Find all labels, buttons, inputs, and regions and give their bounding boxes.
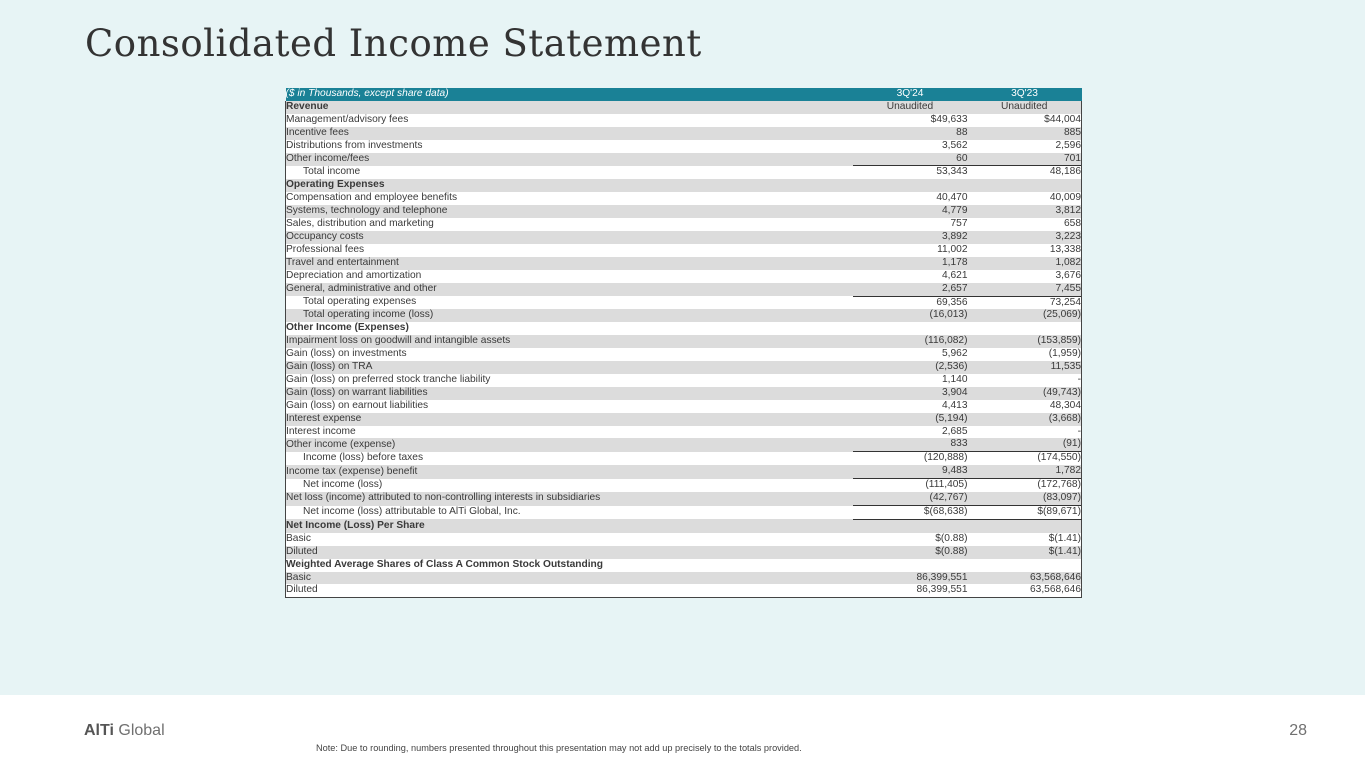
table-row xyxy=(286,519,1082,532)
row-value-3q24: (16,013) xyxy=(853,309,968,322)
table-row xyxy=(286,400,1082,413)
row-label: Income (loss) before taxes xyxy=(286,452,853,465)
row-value-3q24: (2,536) xyxy=(853,361,968,374)
row-value-3q24 xyxy=(853,519,968,532)
row-label: Income tax (expense) benefit xyxy=(286,465,853,478)
row-value-3q23: 885 xyxy=(968,127,1082,140)
row-value-3q24 xyxy=(853,559,968,572)
row-label: Revenue xyxy=(286,101,853,114)
row-label: Occupancy costs xyxy=(286,231,853,244)
table-row xyxy=(286,114,1082,127)
row-value-3q24: 2,657 xyxy=(853,283,968,296)
row-label: Compensation and employee benefits xyxy=(286,192,853,205)
row-label: Basic xyxy=(286,572,853,585)
row-value-3q24: Unaudited xyxy=(853,101,968,114)
row-value-3q24: (116,082) xyxy=(853,335,968,348)
row-value-3q23: (83,097) xyxy=(968,492,1082,505)
table-header-label: ($ in Thousands, except share data) xyxy=(286,88,853,101)
table-row xyxy=(286,387,1082,400)
table-header-col-3q24: 3Q'24 xyxy=(853,88,968,101)
row-value-3q24: $(68,638) xyxy=(853,506,968,520)
row-value-3q23: 63,568,646 xyxy=(968,572,1082,585)
table-row xyxy=(286,140,1082,153)
row-value-3q24: (5,194) xyxy=(853,413,968,426)
row-value-3q23: 2,596 xyxy=(968,140,1082,153)
table-header-row xyxy=(286,88,1082,101)
row-value-3q23: 658 xyxy=(968,218,1082,231)
row-value-3q23: 3,812 xyxy=(968,205,1082,218)
row-value-3q23: $(89,671) xyxy=(968,506,1082,520)
table-row xyxy=(286,584,1082,597)
table-row xyxy=(286,166,1082,179)
table-row xyxy=(286,322,1082,335)
row-value-3q24: 69,356 xyxy=(853,296,968,309)
row-value-3q23: (1,959) xyxy=(968,348,1082,361)
table-row xyxy=(286,192,1082,205)
row-label: Distributions from investments xyxy=(286,140,853,153)
table-header-col-3q23: 3Q'23 xyxy=(968,88,1082,101)
row-value-3q23: 1,082 xyxy=(968,257,1082,270)
row-value-3q24: 60 xyxy=(853,153,968,166)
row-value-3q24: $(0.88) xyxy=(853,533,968,546)
row-value-3q23: (153,859) xyxy=(968,335,1082,348)
row-value-3q23: 11,535 xyxy=(968,361,1082,374)
row-label: Diluted xyxy=(286,584,853,597)
table-row xyxy=(286,452,1082,465)
row-value-3q23: 40,009 xyxy=(968,192,1082,205)
table-row xyxy=(286,533,1082,546)
row-value-3q23: (172,768) xyxy=(968,479,1082,492)
row-value-3q23: $(1.41) xyxy=(968,533,1082,546)
row-label: Travel and entertainment xyxy=(286,257,853,270)
row-value-3q24: 40,470 xyxy=(853,192,968,205)
row-value-3q23 xyxy=(968,179,1082,192)
row-label: Interest income xyxy=(286,426,853,439)
row-value-3q24: 3,904 xyxy=(853,387,968,400)
row-value-3q23: 3,223 xyxy=(968,231,1082,244)
row-value-3q23: 13,338 xyxy=(968,244,1082,257)
row-label: Gain (loss) on preferred stock tranche liability xyxy=(286,374,853,387)
row-label: Other Income (Expenses) xyxy=(286,322,853,335)
row-value-3q23: 1,782 xyxy=(968,465,1082,478)
row-value-3q24: 1,178 xyxy=(853,257,968,270)
row-value-3q24: (42,767) xyxy=(853,492,968,505)
row-value-3q23: 48,304 xyxy=(968,400,1082,413)
income-statement-table xyxy=(285,88,1082,598)
row-value-3q24: 833 xyxy=(853,438,968,451)
row-value-3q24: 4,779 xyxy=(853,205,968,218)
row-label: Total income xyxy=(286,166,853,179)
table-row xyxy=(286,127,1082,140)
row-label: Net loss (income) attributed to non-controlling interests in subsidiaries xyxy=(286,492,853,505)
table-row xyxy=(286,559,1082,572)
row-value-3q23: $44,004 xyxy=(968,114,1082,127)
row-label: Basic xyxy=(286,533,853,546)
row-label: Impairment loss on goodwill and intangible assets xyxy=(286,335,853,348)
row-label: Gain (loss) on earnout liabilities xyxy=(286,400,853,413)
table-row xyxy=(286,335,1082,348)
row-label: Systems, technology and telephone xyxy=(286,205,853,218)
row-value-3q24: 9,483 xyxy=(853,465,968,478)
row-value-3q23 xyxy=(968,322,1082,335)
row-value-3q23: 701 xyxy=(968,153,1082,166)
row-label: Depreciation and amortization xyxy=(286,270,853,283)
table-row xyxy=(286,309,1082,322)
page-number: 28 xyxy=(1289,722,1307,739)
row-value-3q24: 2,685 xyxy=(853,426,968,439)
company-logo xyxy=(84,722,165,740)
row-value-3q24: 5,962 xyxy=(853,348,968,361)
table-row xyxy=(286,218,1082,231)
table-row xyxy=(286,413,1082,426)
row-value-3q24: 4,621 xyxy=(853,270,968,283)
table-row xyxy=(286,101,1082,114)
row-label: Gain (loss) on warrant liabilities xyxy=(286,387,853,400)
table-row xyxy=(286,270,1082,283)
row-label: Operating Expenses xyxy=(286,179,853,192)
row-value-3q24: (111,405) xyxy=(853,479,968,492)
row-label: Management/advisory fees xyxy=(286,114,853,127)
table-row xyxy=(286,361,1082,374)
table-row xyxy=(286,153,1082,166)
row-value-3q23: 48,186 xyxy=(968,166,1082,179)
table-row xyxy=(286,296,1082,309)
row-label: Other income (expense) xyxy=(286,438,853,451)
row-label: Net income (loss) attributable to AlTi Global, Inc. xyxy=(286,506,853,520)
row-value-3q23: 73,254 xyxy=(968,296,1082,309)
table-row xyxy=(286,465,1082,478)
table-body xyxy=(286,101,1082,598)
row-value-3q23: $(1.41) xyxy=(968,546,1082,559)
table-row xyxy=(286,205,1082,218)
row-label: Other income/fees xyxy=(286,153,853,166)
row-value-3q23: 63,568,646 xyxy=(968,584,1082,597)
row-value-3q23: 7,455 xyxy=(968,283,1082,296)
row-value-3q24 xyxy=(853,179,968,192)
row-value-3q24: 1,140 xyxy=(853,374,968,387)
row-value-3q23 xyxy=(968,559,1082,572)
row-value-3q24: 3,892 xyxy=(853,231,968,244)
table-row xyxy=(286,231,1082,244)
logo-rest-text: Global xyxy=(113,722,165,739)
row-label: Diluted xyxy=(286,546,853,559)
row-value-3q24: 3,562 xyxy=(853,140,968,153)
row-value-3q23: (25,069) xyxy=(968,309,1082,322)
row-value-3q23 xyxy=(968,519,1082,532)
row-value-3q24: 86,399,551 xyxy=(853,572,968,585)
row-label: Professional fees xyxy=(286,244,853,257)
row-value-3q24: $(0.88) xyxy=(853,546,968,559)
row-label: Interest expense xyxy=(286,413,853,426)
page-title: Consolidated Income Statement xyxy=(85,22,702,65)
row-label: Gain (loss) on TRA xyxy=(286,361,853,374)
row-label: Net income (loss) xyxy=(286,479,853,492)
row-value-3q24: 11,002 xyxy=(853,244,968,257)
table-row xyxy=(286,348,1082,361)
table-row xyxy=(286,438,1082,451)
table-row xyxy=(286,546,1082,559)
row-label: Net Income (Loss) Per Share xyxy=(286,519,853,532)
row-value-3q24: (120,888) xyxy=(853,452,968,465)
table-row xyxy=(286,244,1082,257)
table-row xyxy=(286,479,1082,492)
table-row xyxy=(286,374,1082,387)
row-value-3q24 xyxy=(853,322,968,335)
logo-bold-text: AlTi xyxy=(84,722,114,739)
row-value-3q23: (91) xyxy=(968,438,1082,451)
row-value-3q23: (174,550) xyxy=(968,452,1082,465)
row-label: General, administrative and other xyxy=(286,283,853,296)
footnote: Note: Due to rounding, numbers presented throughout this presentation may not add up precisely to the totals provided. xyxy=(316,743,802,753)
row-value-3q23: 3,676 xyxy=(968,270,1082,283)
row-value-3q24: 88 xyxy=(853,127,968,140)
table-row xyxy=(286,572,1082,585)
table-row xyxy=(286,426,1082,439)
row-value-3q24: $49,633 xyxy=(853,114,968,127)
row-label: Incentive fees xyxy=(286,127,853,140)
row-label: Total operating income (loss) xyxy=(286,309,853,322)
row-value-3q24: 4,413 xyxy=(853,400,968,413)
row-label: Sales, distribution and marketing xyxy=(286,218,853,231)
row-value-3q24: 53,343 xyxy=(853,166,968,179)
table-row xyxy=(286,283,1082,296)
row-value-3q23: (49,743) xyxy=(968,387,1082,400)
row-label: Gain (loss) on investments xyxy=(286,348,853,361)
table-row xyxy=(286,506,1082,520)
row-value-3q23: - xyxy=(968,426,1082,439)
row-value-3q23: - xyxy=(968,374,1082,387)
table-row xyxy=(286,492,1082,505)
table-row xyxy=(286,179,1082,192)
table-row xyxy=(286,257,1082,270)
row-value-3q24: 86,399,551 xyxy=(853,584,968,597)
row-label: Total operating expenses xyxy=(286,296,853,309)
row-value-3q23: (3,668) xyxy=(968,413,1082,426)
row-value-3q24: 757 xyxy=(853,218,968,231)
row-value-3q23: Unaudited xyxy=(968,101,1082,114)
row-label: Weighted Average Shares of Class A Common Stock Outstanding xyxy=(286,559,853,572)
